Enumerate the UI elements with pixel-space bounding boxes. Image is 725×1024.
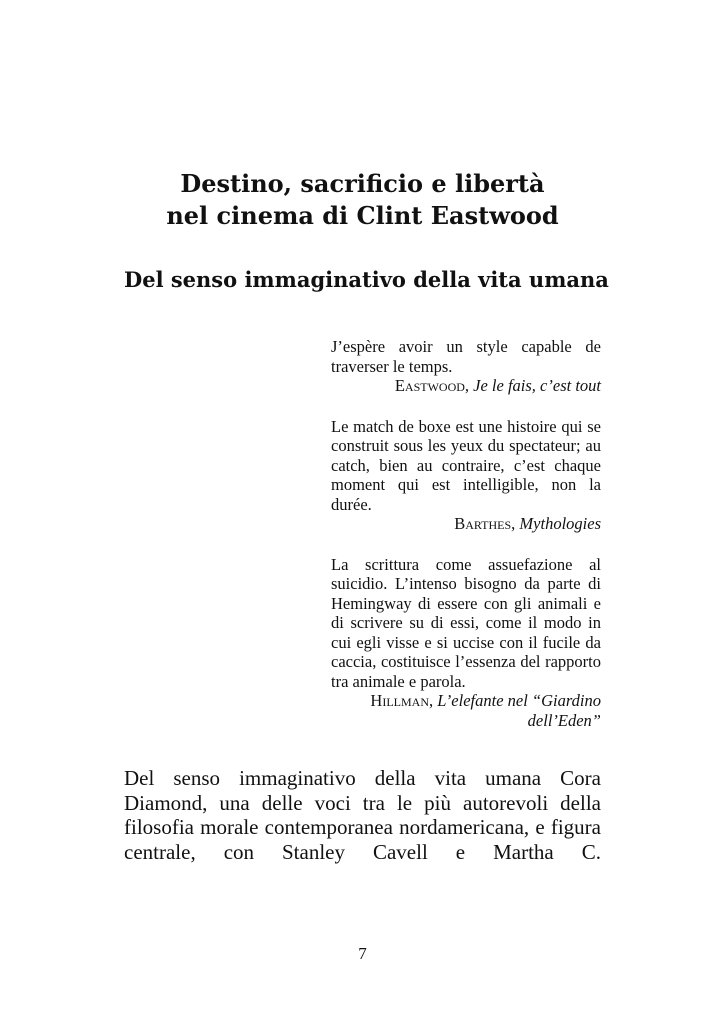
epigraph-source: Barthes, Mythologies — [454, 514, 601, 533]
chapter-title-line-2: nel cinema di Clint Eastwood — [166, 201, 559, 230]
epigraph-quote: J’espère avoir un style capable de traverser le temps. — [331, 337, 601, 376]
epigraph-author: Eastwood — [394, 376, 465, 395]
chapter-title — [0, 168, 725, 232]
epigraph-author: Hillman — [370, 691, 429, 710]
epigraph-source: Eastwood, Je le fais, c’est tout — [394, 376, 601, 395]
epigraph-barthes — [331, 417, 601, 534]
epigraph-work: L’elefante nel “Giardino dell’Eden” — [437, 691, 601, 730]
epigraphs-block — [331, 337, 601, 751]
epigraph-work: Je le fais, c’est tout — [473, 376, 601, 395]
epigraph-quote: Le match de boxe est une histoire qui se construit sous les yeux du spectateur; au catch, bien au contraire, c’est chaque moment qui est intelligible, non la durée. — [331, 416, 601, 514]
epigraph-quote: La scrittura come assuefazione al suicidio. L’intenso bisogno da parte di Hemingway di essere con gli animali e di scrivere su di essi, come il modo in cui egli visse e si uccise con il fucile da caccia, costituisce l’essenza del rapporto tra animale e parola. — [331, 554, 601, 691]
epigraph-hillman — [331, 555, 601, 731]
page-number: 7 — [358, 944, 367, 963]
epigraph-work: Mythologies — [519, 514, 601, 533]
chapter-title-line-1: Destino, sacrificio e libertà — [180, 169, 545, 198]
body-paragraph: Del senso immaginativo della vita umana Cora Diamond, una delle voci tra le più autorevoli della filosofia morale contemporanea nordamericana, e figura centrale, con Stanley Cavell e Martha C. — [124, 766, 601, 864]
epigraph-source: Hillman, L’elefante nel “Giardino dell’Eden” — [370, 691, 601, 730]
epigraph-author: Barthes — [454, 514, 512, 533]
epigraph-eastwood — [331, 337, 601, 396]
section-heading: Del senso immaginativo della vita umana — [124, 267, 609, 292]
